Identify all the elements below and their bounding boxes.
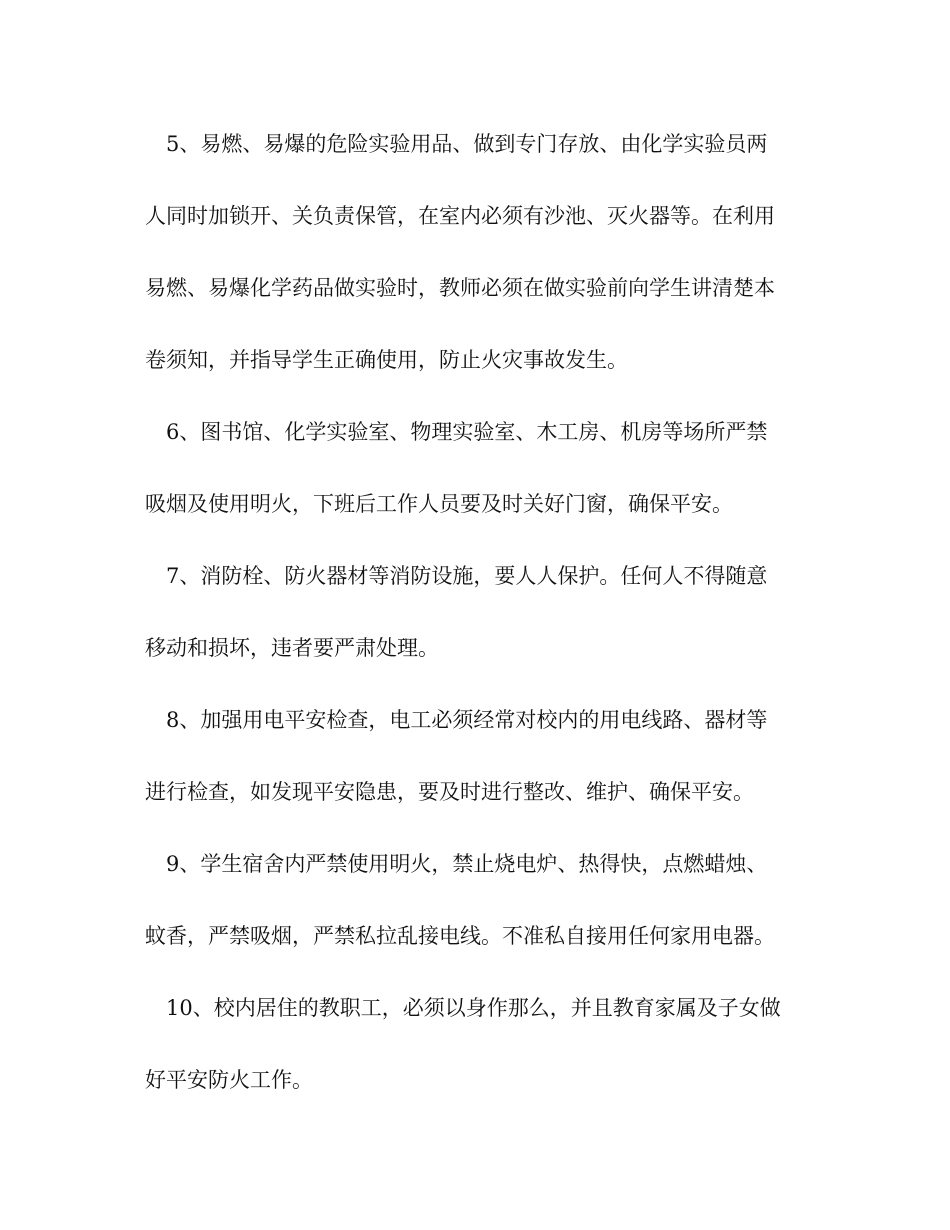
document-body <box>145 120 805 1128</box>
paragraph-9-line-2: 蚊香，严禁吸烟，严禁私拉乱接电线。不准私自接用任何家用电器。 <box>145 924 775 948</box>
paragraph-9-line-1: 9、学生宿舍内严禁使用明火，禁止烧电炉、热得快，点燃蜡烛、 <box>166 852 768 876</box>
paragraph-10-line-2: 好平安防火工作。 <box>145 1068 313 1092</box>
paragraph-7-line-2: 移动和损坏，违者要严肃处理。 <box>145 636 439 660</box>
paragraph-8-line-2: 进行检查，如发现平安隐患，要及时进行整改、维护、确保平安。 <box>145 780 754 804</box>
paragraph-8-line-1: 8、加强用电平安检查，电工必须经常对校内的用电线路、器材等 <box>166 708 768 732</box>
paragraph-10-line-1: 10、校内居住的教职工，必须以身作那么，并且教育家属及子女做 <box>166 996 781 1020</box>
paragraph-6-line-2: 吸烟及使用明火，下班后工作人员要及时关好门窗，确保平安。 <box>145 492 733 516</box>
paragraph-5-line-4: 卷须知，并指导学生正确使用，防止火灾事故发生。 <box>145 348 628 372</box>
paragraph-6-line-1: 6、图书馆、化学实验室、物理实验室、木工房、机房等场所严禁 <box>166 420 768 444</box>
paragraph-5-line-3: 易燃、易爆化学药品做实验时，教师必须在做实验前向学生讲清楚本 <box>145 276 775 300</box>
paragraph-7-line-1: 7、消防栓、防火器材等消防设施，要人人保护。任何人不得随意 <box>166 564 768 588</box>
paragraph-5-line-1: 5、易燃、易爆的危险实验用品、做到专门存放、由化学实验员两 <box>166 132 768 156</box>
paragraph-5-line-2: 人同时加锁开、关负责保管，在室内必须有沙池、灭火器等。在利用 <box>145 204 775 228</box>
